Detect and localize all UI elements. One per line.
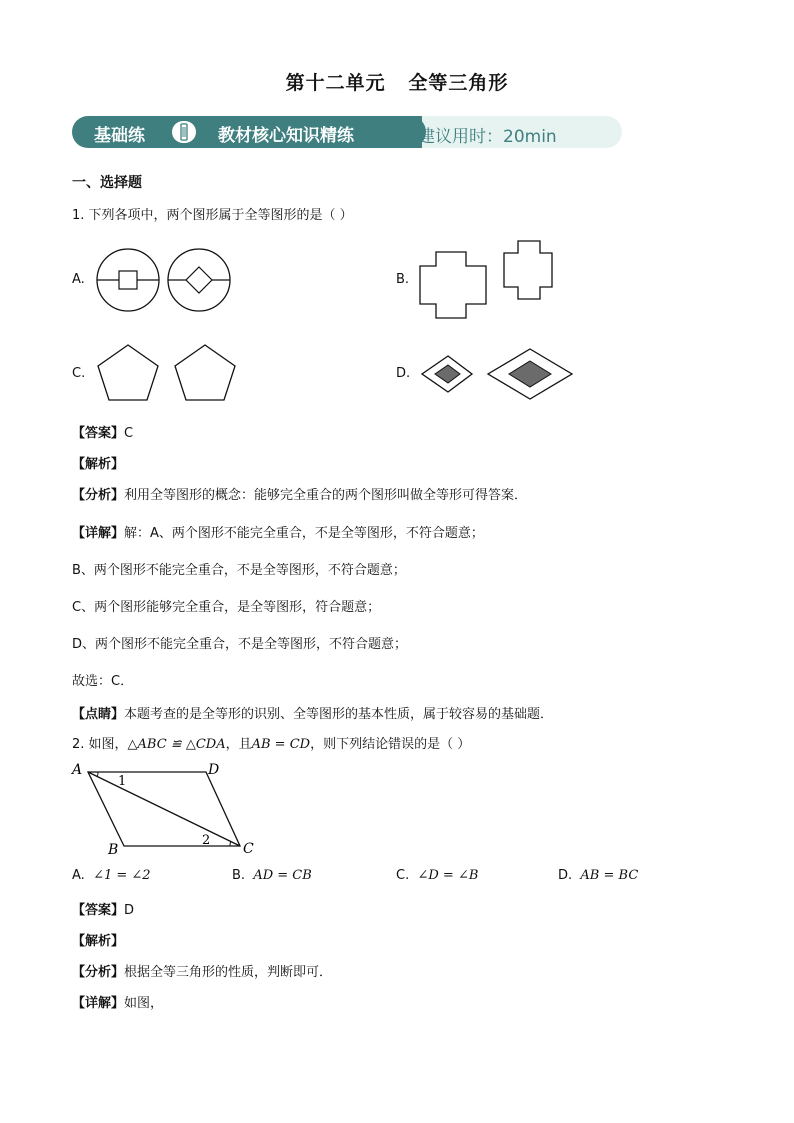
answer-tag: 【答案】 [72, 426, 125, 441]
q2-option-b-text: AD = CB [253, 868, 312, 883]
page-title: 第十二单元 全等三角形 [285, 72, 509, 94]
q1-line-d: D、两个图形不能完全重合，不是全等图形，不符合题意； [72, 637, 408, 652]
q1-option-d-label: D. [396, 366, 411, 381]
answer-value: D [124, 903, 135, 918]
q1-option-b-label: B. [396, 272, 410, 287]
angle-label-2: 2 [202, 833, 211, 848]
answer-tag: 【答案】 [72, 903, 125, 918]
q1-option-c-label: C. [72, 366, 86, 381]
q2-option-c-tag: C. [396, 868, 410, 883]
q1-figure-a [94, 244, 234, 316]
q1-fenxi [72, 484, 527, 503]
q2-fenxi [72, 961, 332, 980]
q2-option-d [558, 868, 638, 883]
q1-analysis-tag: 【解析】 [72, 457, 125, 472]
q2-option-c-text: ∠D = ∠B [417, 868, 479, 883]
q2-option-d-text: AB = BC [580, 868, 639, 883]
vertex-label-c: C [243, 841, 254, 857]
q2-xiangjie [72, 992, 163, 1011]
pencil-icon [172, 121, 196, 143]
fenxi-text: 利用全等图形的概念：能够完全重合的两个图形叫做全等形可得答案． [124, 488, 528, 503]
q2-figure-parallelogram [70, 758, 270, 860]
q1-answer [72, 422, 133, 441]
section-heading: 一、选择题 [72, 175, 142, 191]
q1-figure-b [416, 238, 560, 324]
q1-xiangjie [72, 522, 484, 541]
q2-stem-mid: ，且 [225, 737, 252, 752]
q2-analysis-tag: 【解析】 [72, 934, 125, 949]
q2-option-c [396, 868, 478, 883]
q2-option-a-text: ∠1 = ∠2 [93, 868, 151, 883]
banner-label-core: 教材核心知识精练 [218, 126, 354, 146]
q2-option-a-tag: A. [72, 868, 85, 883]
fenxi-tag: 【分析】 [72, 965, 125, 980]
vertex-label-a: A [72, 762, 83, 778]
q2-stem-math2: AB = CD [251, 737, 311, 752]
xiangjie-tag: 【详解】 [72, 526, 125, 541]
xiangjie-tag: 【详解】 [72, 996, 125, 1011]
q1-line-b: B、两个图形不能完全重合，不是全等图形，不符合题意； [72, 563, 406, 578]
xiangjie-text: 解：A、两个图形不能完全重合，不是全等图形，不符合题意； [124, 526, 484, 541]
section-banner [72, 116, 624, 148]
vertex-label-b: B [108, 842, 119, 858]
q2-option-d-tag: D. [558, 868, 573, 883]
q2-option-b-tag: B. [232, 868, 246, 883]
q1-dianjing [72, 703, 553, 722]
q2-option-a [72, 868, 151, 883]
q2-option-b [232, 868, 312, 883]
q2-stem-pre: 2. 如图， [72, 737, 128, 752]
q2-stem-post: ，则下列结论错误的是（ ） [310, 737, 471, 752]
q2-answer [72, 899, 134, 918]
q1-figure-d [418, 346, 578, 402]
xiangjie-text: 如图， [124, 996, 164, 1011]
answer-value: C [124, 426, 134, 441]
q1-line-c: C、两个图形能够完全重合，是全等图形，符合题意； [72, 600, 381, 615]
q1-figure-c [94, 342, 244, 406]
q1-option-a-label: A. [72, 272, 85, 287]
fenxi-text: 根据全等三角形的性质，判断即可． [124, 965, 333, 980]
q2-stem-math1: △ABC ≌ △CDA [127, 737, 226, 752]
banner-label-basic: 基础练 [94, 126, 145, 146]
banner-suggested-time: 建议用时：20min [418, 127, 557, 147]
angle-label-1: 1 [118, 774, 127, 789]
q1-choose: 故选：C． [72, 674, 134, 689]
q1-stem: 1. 下列各项中，两个图形属于全等图形的是（ ） [72, 208, 353, 223]
vertex-label-d: D [208, 762, 220, 778]
dianjing-text: 本题考查的是全等形的识别、全等图形的基本性质，属于较容易的基础题． [124, 707, 554, 722]
dianjing-tag: 【点睛】 [72, 707, 125, 722]
fenxi-tag: 【分析】 [72, 488, 125, 503]
q2-stem [72, 733, 470, 752]
